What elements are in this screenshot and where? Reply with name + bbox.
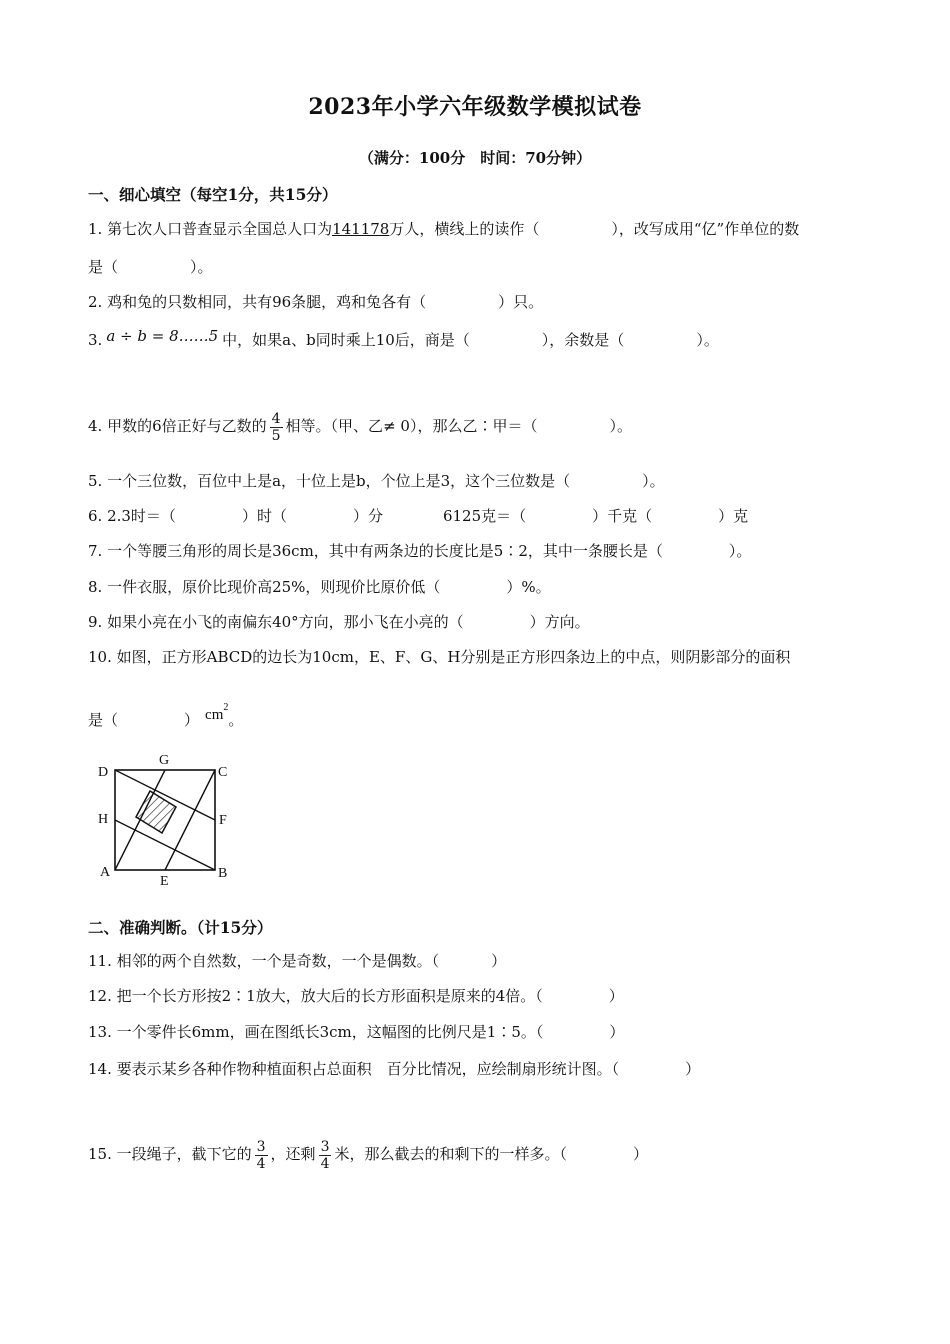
population-number: 141178	[332, 220, 390, 238]
label-c: C	[218, 765, 228, 780]
label-a: A	[100, 865, 111, 880]
question-9: 9. 如果小亮在小飞的南偏东40°方向，那小飞在小亮的（ ）方向。	[88, 613, 590, 631]
fraction-three-quarters-1: $\frac{3}{4}$	[256, 1138, 266, 1172]
question-10-cont: 是（ ） $cm^2$。	[88, 702, 244, 729]
label-d: D	[98, 765, 109, 780]
question-3: 3. a ÷ b = 8……5 中，如果a、b同时乘上10后，商是（ ），余数是（ ）。	[88, 327, 719, 349]
question-11: 11. 相邻的两个自然数，一个是奇数，一个是偶数。（ ）	[88, 952, 507, 970]
question-4: 4. 甲数的6倍正好与乙数的 $\frac{4}{5}$ 相等。（甲、乙≠ 0），那么乙∶甲＝（ ）。	[88, 410, 632, 444]
fraction-four-fifths: $\frac{4}{5}$	[271, 410, 281, 444]
section-heading-judge: 二、准确判断。（计15分）	[88, 918, 273, 937]
question-8: 8. 一件衣服，原价比现价高25%，则现价比原价低（ ）%。	[88, 578, 551, 596]
question-2: 2. 鸡和兔的只数相同，共有96条腿，鸡和兔各有（ ）只。	[88, 293, 544, 311]
line-c-to-e	[165, 770, 215, 870]
question-5: 5. 一个三位数，百位中上是a，十位上是b，个位上是3，这个三位数是（ ）。	[88, 472, 665, 490]
exam-info: （满分：100分 时间：70分钟）	[358, 149, 592, 167]
label-g: G	[159, 753, 170, 768]
question-10: 10. 如图，正方形ABCD的边长为10cm，E、F、G、H分别是正方形四条边上的中点，则阴影部分的面积	[88, 648, 791, 666]
area-unit: $cm^2$	[205, 702, 229, 723]
question-6: 6. 2.3时＝（ ）时（ ）分 6125克＝（ ）千克（ ）克	[88, 507, 749, 525]
question-7: 7. 一个等腰三角形的周长是36cm，其中有两条边的长度比是5∶2，其中一条腰长是（ ）。	[88, 542, 752, 560]
question-1-cont: 是（ ）。	[88, 258, 213, 276]
division-expression: a ÷ b = 8……5	[106, 327, 219, 345]
question-15: 15. 一段绳子，截下它的 $\frac{3}{4}$ ，还剩 $\frac{3}{4}$ 米，那么截去的和剩下的一样多。（ ）	[88, 1138, 649, 1172]
question-14: 14. 要表示某乡各种作物种植面积占总面积 百分比情况，应绘制扇形统计图。（ ）	[88, 1060, 701, 1078]
square-abcd-figure	[95, 750, 245, 890]
fraction-three-quarters-2: $\frac{3}{4}$	[320, 1138, 330, 1172]
label-f: F	[219, 813, 227, 828]
section-heading-fill: 一、细心填空（每空1分，共15分）	[88, 185, 338, 204]
label-h: H	[98, 812, 109, 827]
question-13: 13. 一个零件长6mm，画在图纸长3cm，这幅图的比例尺是1∶5。（ ）	[88, 1023, 625, 1041]
label-b: B	[218, 866, 228, 881]
page-title: 2023年小学六年级数学模拟试卷	[308, 94, 642, 120]
label-e: E	[160, 874, 169, 889]
question-12: 12. 把一个长方形按2∶1放大，放大后的长方形面积是原来的4倍。（ ）	[88, 987, 624, 1005]
question-1: 1. 第七次人口普查显示全国总人口为141178万人，横线上的读作（ ），改写成用“亿”作单位的数	[88, 220, 800, 238]
